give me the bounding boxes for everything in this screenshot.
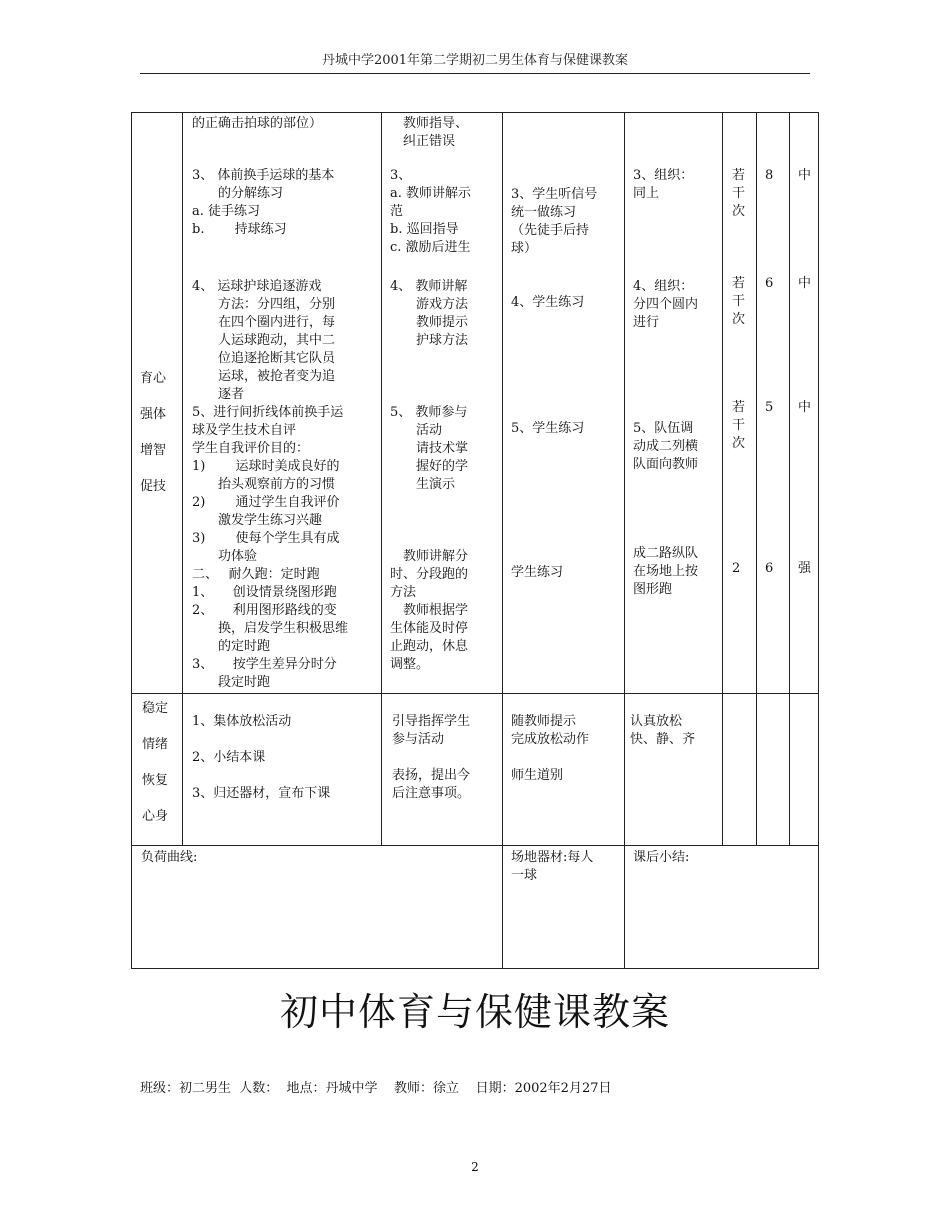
- part2-teacher-3: 3、 a. 教师讲解示 范 b. 巡回指导 c. 激励后进生: [390, 168, 472, 255]
- row-divider-2: [131, 845, 819, 846]
- part2-org-5: 5、队伍调 动成二列横 队面向教师: [633, 421, 699, 472]
- part2-student-4: 4、学生练习: [511, 295, 585, 310]
- part2-minutes-run: 6: [765, 561, 774, 576]
- part2-content-3: 3、 体前换手运球的基本 的分解练习 a. 徒手练习 b. 持球练习: [192, 168, 335, 237]
- part3-teacher: 引导指挥学生 参与活动 表扬，提出今 后注意事项。: [392, 714, 471, 801]
- next-lesson-info: 班级：初二男生 人数： 地点：丹城中学 教师：徐立 日期：2002年2月27日: [140, 1081, 612, 1096]
- part3-org: 认真放松 快、静、齐: [630, 714, 696, 747]
- col-divider-student: [624, 112, 625, 969]
- equipment-cell: 场地器材:每人 一球: [511, 850, 594, 883]
- part2-intensity-3: 中: [798, 168, 812, 183]
- col-divider-content: [381, 112, 382, 846]
- part3-content: 1、集体放松活动 2、小结本课 3、归还器材，宣布下课: [192, 714, 331, 801]
- table-top-border: [131, 112, 819, 113]
- col-divider-times: [756, 112, 757, 846]
- page-header: 丹城中学2001年第二学期初二男生体育与保健课教案: [140, 52, 810, 74]
- table-bottom-border: [131, 968, 819, 969]
- part2-times-run: 2: [732, 561, 741, 576]
- part2-times-3: 若 干 次: [732, 168, 746, 219]
- part2-teacher-top: 教师指导、 纠正错误: [403, 116, 469, 149]
- part3-label: 稳定 情绪 恢复 心身: [142, 701, 169, 824]
- col-divider-teacher: [502, 112, 503, 969]
- part2-minutes-4: 6: [765, 276, 774, 291]
- load-curve-label: 负荷曲线:: [141, 850, 198, 865]
- col-divider-org: [722, 112, 723, 846]
- part3-student: 随教师提示 完成放松动作 师生道别: [511, 714, 590, 783]
- table-left-border: [131, 112, 132, 969]
- lesson-summary-label: 课后小结:: [633, 850, 690, 865]
- part2-teacher-5: 5、 教师参与 活动 请技术掌 握好的学 生演示: [390, 405, 469, 492]
- next-lesson-title: 初中体育与保健课教案: [279, 990, 670, 1034]
- part2-intensity-5: 中: [798, 400, 812, 415]
- part2-content-5: 5、进行间折线体前换手运 球及学生技术自评 学生自我评价目的： 1) 运球时美成良好的 抬头观察前方的习惯 2) 通过学生自我评价 激发学生练习兴趣 3) 使每个学生具有成 功体验 二、 耐久跑：定时跑 1、 创设情景绕图形跑 2、 利用图形路线的变 换，启发学生积极思维 的定时跑 3、 按学生差异分时分 段定时跑: [192, 405, 349, 690]
- part2-times-5: 若 干 次: [732, 400, 746, 451]
- part2-content-top: 的正确击拍球的部位）: [192, 116, 323, 131]
- part2-org-3: 3、组织： 同上: [633, 168, 694, 201]
- col-divider-minutes: [789, 112, 790, 846]
- page-number: 2: [471, 1160, 479, 1174]
- part2-label: 育心 强体 增智 促技: [140, 371, 167, 494]
- part2-student-5: 5、学生练习: [511, 421, 585, 436]
- part2-minutes-3: 8: [765, 168, 774, 183]
- part2-org-run: 成二路纵队 在场地上按 图形跑: [633, 546, 699, 597]
- part2-student-run: 学生练习: [511, 565, 564, 580]
- part2-minutes-5: 5: [765, 400, 774, 415]
- table-right-border: [818, 112, 819, 969]
- col-divider-label: [182, 112, 183, 846]
- part2-student-3: 3、学生听信号 统一做练习 （先徒手后持 球）: [511, 187, 598, 256]
- part2-content-4: 4、 运球护球追逐游戏 方法：分四组，分别 在四个圈内进行，每 人运球跑动，其中二 位追逐抢断其它队员 运球，被抢者变为追 逐者: [192, 279, 336, 402]
- part2-teacher-run: 教师讲解分 时、分段跑的 方法 教师根据学 生体能及时停 止跑动，休息 调整。: [390, 549, 469, 672]
- part2-intensity-run: 强: [798, 561, 812, 576]
- part2-intensity-4: 中: [798, 276, 812, 291]
- part2-times-4: 若 干 次: [732, 276, 746, 327]
- part2-teacher-4: 4、 教师讲解 游戏方法 教师提示 护球方法: [390, 279, 469, 348]
- row-divider-1: [131, 693, 819, 694]
- part2-org-4: 4、组织： 分四个圆内 进行: [633, 279, 699, 330]
